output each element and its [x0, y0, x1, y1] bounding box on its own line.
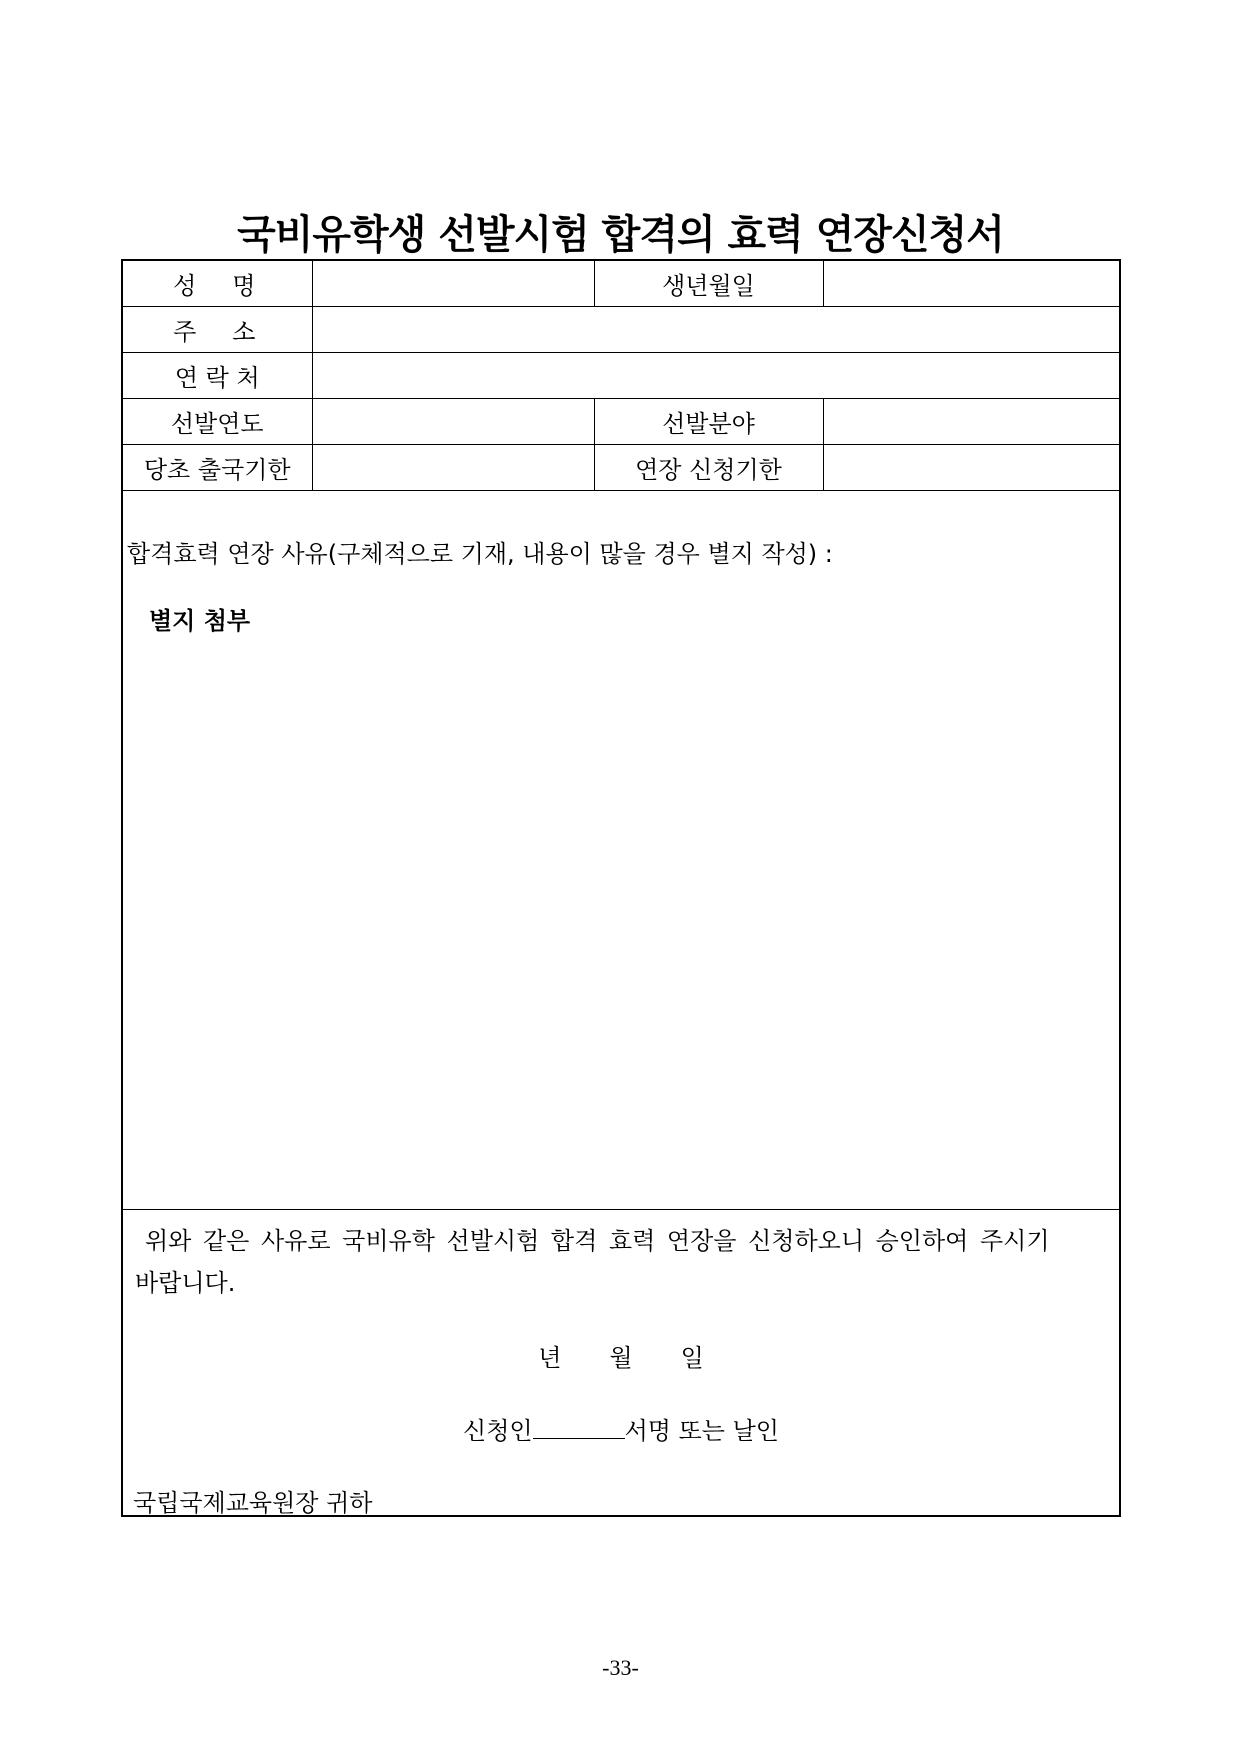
statement-line2: 바랍니다. — [135, 1269, 236, 1297]
field-field[interactable] — [823, 399, 1119, 445]
name-label: 성 명 — [123, 261, 312, 307]
application-form — [121, 259, 1121, 1517]
statement-line1: 위와 같은 사유로 국비유학 선발시험 합격 효력 연장을 신청하오니 승인하여 주시기 — [145, 1227, 1050, 1255]
applicant-label: 신청인 — [463, 1417, 533, 1445]
applicant-line — [123, 1411, 1119, 1446]
date-line: 년 월 일 — [538, 1344, 704, 1372]
reason-value[interactable]: 별지 첨부 — [149, 607, 251, 635]
birth-field[interactable] — [823, 261, 1119, 307]
address-field[interactable] — [312, 307, 1119, 353]
year-field[interactable] — [312, 399, 594, 445]
year-label: 선발연도 — [123, 399, 312, 445]
page-number: -33- — [602, 1655, 639, 1680]
reason-label: 합격효력 연장 사유(구체적으로 기재, 내용이 많을 경우 별지 작성) : — [127, 540, 833, 568]
signature-label: 서명 또는 날인 — [624, 1417, 779, 1445]
ext-deadline-label: 연장 신청기한 — [594, 445, 823, 491]
divider — [123, 1209, 1119, 1210]
field-label: 선발분야 — [594, 399, 823, 445]
signature-blank[interactable] — [533, 1416, 625, 1439]
contact-label: 연 락 처 — [123, 353, 312, 399]
ext-deadline-field[interactable] — [823, 445, 1119, 491]
birth-label: 생년월일 — [594, 261, 823, 307]
addressee: 국립국제교육원장 귀하 — [133, 1489, 373, 1517]
orig-deadline-label: 당초 출국기한 — [123, 445, 312, 491]
name-field[interactable] — [312, 261, 594, 307]
info-table — [123, 261, 1119, 491]
orig-deadline-field[interactable] — [312, 445, 594, 491]
address-label: 주 소 — [123, 307, 312, 353]
page-title: 국비유학생 선발시험 합격의 효력 연장신청서 — [237, 212, 1004, 258]
contact-field[interactable] — [312, 353, 1119, 399]
